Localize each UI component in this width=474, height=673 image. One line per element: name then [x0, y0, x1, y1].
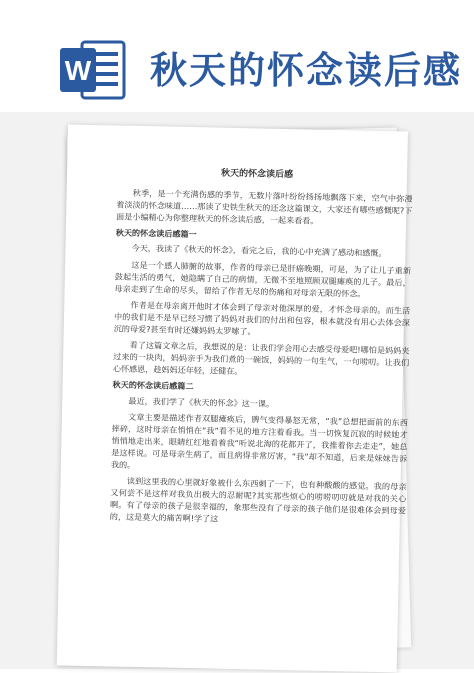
paragraph: 读到这里我的心里就好象被什么东西刺了一下，也有种酸酸的感觉。我的母亲又何尝不是这样对我负出极大的忍耐呢?其实那些烦心的唠唠叨叨就是对我的关心啊。有了母亲的孩子是很幸福的，象那些没有了母亲的孩子他们是很难体会到母爱的，这是莫大的痛苦啊!学了这	[109, 475, 407, 525]
paragraph-intro: 秋季，是一个充满伤感的季节，无数片落叶纷纷扬扬地飘落下来，空气中弥漫着淡淡的怀念味道……那读了史铁生秋天的还念这篇课文，大家还有哪些感慨呢?下面是小编精心为你整理秋天的怀念读后感，一起来看看。	[116, 187, 413, 226]
paragraph: 最近，我们学了《秋天的怀念》这一课。	[128, 395, 275, 409]
paragraph: 作者是在母亲离开他时才体会到了母亲对他深厚的爱，才怀念母亲的。而生活中的我们是不是早已经习惯了妈妈对我们的付出和包容，根本就没有用心去体会深沉的母爱?甚至有时还嫌妈妈太罗嗦了。	[113, 299, 411, 337]
word-document-icon	[60, 40, 126, 100]
document-page	[57, 124, 413, 672]
paragraph: 看了这篇文章之后，我想说的是：让我们学会用心去感受母爱吧!哪怕是妈妈夹过来的一块肉，妈妈亲手为我们煮的一碗饭，妈妈的一句生气，一句唠叨。让我们心怀感恩，趁妈妈还年轻，还健在。	[112, 339, 410, 377]
banner-title: 秋天的怀念读后感	[150, 48, 462, 92]
document-title: 秋天的怀念读后感	[220, 168, 294, 181]
section-heading-1: 秋天的怀念读后感篇一	[115, 227, 197, 240]
paragraph: 这是一个感人肺腑的故事，作者的母亲已是肝癌晚期，可是，为了让儿子重新鼓起生活的勇气，她隐瞒了自己的病情，无微不至地照顾双腿瘫痪的儿子。最后，母亲走到了生命的尽头，留给了作者无尽的伤痛和对母亲无限的怀念。	[114, 259, 412, 299]
section-heading-2: 秋天的怀念读后感篇二	[112, 379, 194, 392]
banner	[0, 0, 474, 118]
document-body	[110, 165, 414, 533]
logo-letter: W	[64, 55, 92, 86]
paragraph: 文章主要是描述作者双腿瘫痪后，脾气变得暴怒无常，“我”总想把面前的东西摔碎，这时母亲在悄悄在“我”看不见的地方注着看我。当一切恢复沉寂的时候她才悄悄地走出来，眼睛红红地看着我“听说北海的花都开了，我推着你去走走”，她总是这样说。可是母亲生病了，而且病得非常厉害，“我”却不知道，后来是妹妹告诉我的。	[110, 411, 408, 470]
paragraph: 今天，我读了《秋天的怀念》，看完之后，我的心中充满了感动和感慨。	[131, 243, 387, 259]
